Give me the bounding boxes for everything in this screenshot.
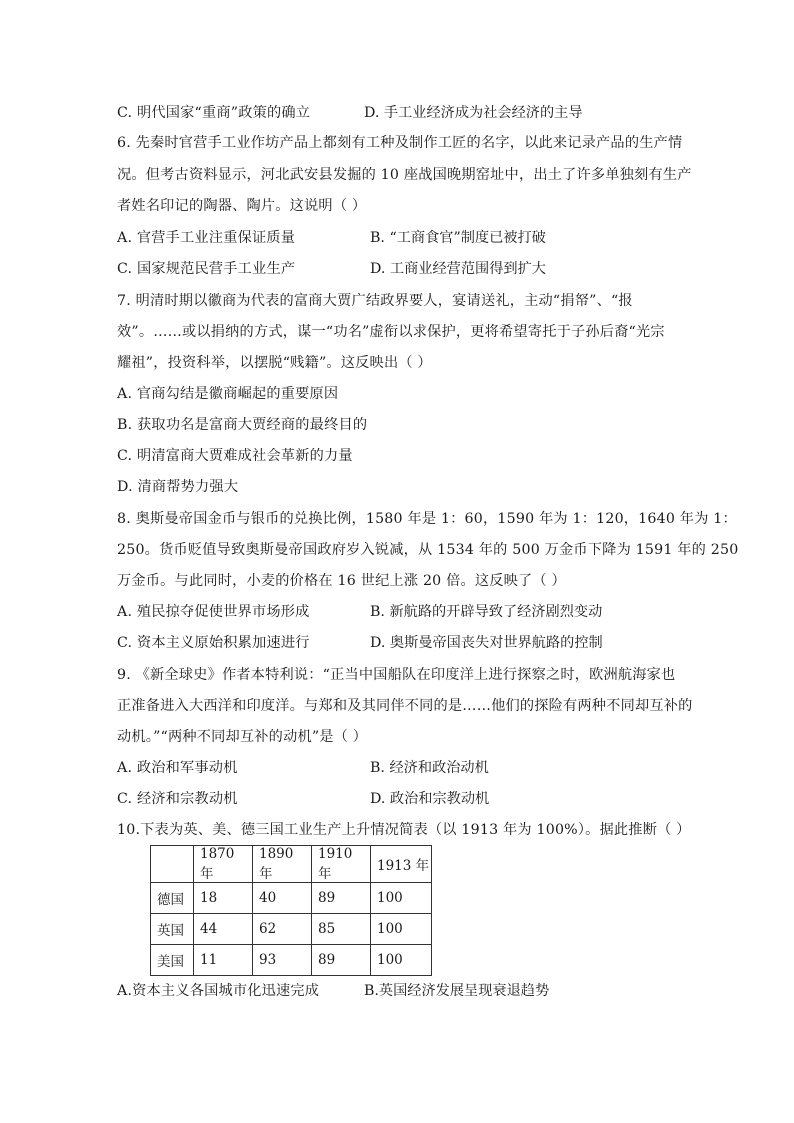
table-cell: 62 xyxy=(253,914,312,945)
q7-option-d: D. 清商帮势力强大 xyxy=(117,479,239,495)
table-cell: 100 xyxy=(371,914,432,945)
table-row xyxy=(151,883,432,914)
q9-option-d: D. 政治和宗教动机 xyxy=(370,791,490,807)
q5-option-c: C. 明代国家“重商”政策的确立 xyxy=(117,105,311,121)
industrial-production-table xyxy=(150,845,432,976)
table-cell: 11 xyxy=(194,945,253,976)
q9-stem-line1: 9. 《新全球史》作者本特利说：“正当中国船队在印度洋上进行探察之时，欧洲航海家也 xyxy=(117,667,676,683)
table-row xyxy=(151,914,432,945)
q7-stem-line2: 效”。……或以捐纳的方式，谋一“功名”虚衔以求保护，更将希望寄托于子孙后裔“光宗 xyxy=(117,324,665,340)
q6-stem-line1: 6. 先秦时官营手工业作坊产品上都刻有工种及制作工匠的名字，以此来记录产品的生产情 xyxy=(117,135,683,151)
q8-option-a: A. 殖民掠夺促使世界市场形成 xyxy=(117,604,310,620)
table-header-cell: 1890 年 xyxy=(253,846,312,883)
q6-option-b: B. “工商食官”制度已被打破 xyxy=(370,230,546,246)
q7-option-c: C. 明清富商大贾难成社会革新的力量 xyxy=(117,448,353,464)
table-cell: 英国 xyxy=(151,914,194,945)
q10-option-b: B.英国经济发展呈现衰退趋势 xyxy=(364,983,550,999)
q6-option-c: C. 国家规范民营手工业生产 xyxy=(117,261,296,277)
table-header-cell xyxy=(151,846,194,883)
q8-stem-line2: 250。货币贬值导致奥斯曼帝国政府岁入锐减，从 1534 年的 500 万金币下降为 1591 年的 250 xyxy=(117,542,739,558)
q8-option-d: D. 奥斯曼帝国丧失对世界航路的控制 xyxy=(370,635,603,651)
q8-option-b: B. 新航路的开辟导致了经济剧烈变动 xyxy=(370,604,603,620)
table-cell: 40 xyxy=(253,883,312,914)
table-cell: 85 xyxy=(312,914,371,945)
q8-option-c: C. 资本主义原始积累加速进行 xyxy=(117,635,310,651)
table-cell: 44 xyxy=(194,914,253,945)
q6-stem-line3: 者姓名印记的陶器、陶片。这说明（ ） xyxy=(117,198,367,214)
q6-option-a: A. 官营手工业注重保证质量 xyxy=(117,230,296,246)
q8-stem-line1: 8. 奥斯曼帝国金币与银币的兑换比例，1580 年是 1：60，1590 年为 1：120，1640 年为 1： xyxy=(117,511,737,527)
q9-stem-line2: 正准备进入大西洋和印度洋。与郑和及其同伴不同的是……他们的探险有两种不同却互补的 xyxy=(117,698,693,714)
table-cell: 89 xyxy=(312,945,371,976)
q10-stem-line1: 10.下表为英、美、德三国工业生产上升情况简表（以 1913 年为 100%）。据此推断（ ） xyxy=(117,822,691,838)
q9-option-a: A. 政治和军事动机 xyxy=(117,760,238,776)
table-cell: 93 xyxy=(253,945,312,976)
table-cell: 89 xyxy=(312,883,371,914)
q9-option-c: C. 经济和宗教动机 xyxy=(117,791,238,807)
q6-stem-line2: 况。但考古资料显示，河北武安县发掘的 10 座战国晚期窑址中，出土了许多单独刻有生产 xyxy=(117,167,692,183)
table-header-cell: 1913 年 xyxy=(371,846,432,883)
q7-option-a: A. 官商勾结是徽商崛起的重要原因 xyxy=(117,386,339,402)
q9-option-b: B. 经济和政治动机 xyxy=(370,760,489,776)
q7-stem-line1: 7. 明清时期以徽商为代表的富商大贾广结政界要人，宴请送礼，主动“捐帑”、“报 xyxy=(117,293,633,309)
q7-stem-line3: 耀祖”，投资科举，以摆脱“贱籍”。这反映出（ ） xyxy=(117,355,432,371)
q9-stem-line3: 动机。”“两种不同却互补的动机”是（ ） xyxy=(117,729,368,745)
q10-option-a: A.资本主义各国城市化迅速完成 xyxy=(117,983,320,999)
q7-option-b: B. 获取功名是富商大贾经商的最终目的 xyxy=(117,417,368,433)
table-cell: 德国 xyxy=(151,883,194,914)
table-header-cell: 1870 年 xyxy=(194,846,253,883)
table-cell: 18 xyxy=(194,883,253,914)
table-cell: 100 xyxy=(371,945,432,976)
table-header-cell: 1910 年 xyxy=(312,846,371,883)
q5-option-d: D. 手工业经济成为社会经济的主导 xyxy=(364,105,583,121)
q6-option-d: D. 工商业经营范围得到扩大 xyxy=(370,261,546,277)
table-cell: 100 xyxy=(371,883,432,914)
q8-stem-line3: 万金币。与此同时，小麦的价格在 16 世纪上涨 20 倍。这反映了（ ） xyxy=(117,573,566,589)
table-row xyxy=(151,945,432,976)
table-cell: 美国 xyxy=(151,945,194,976)
table-header-row xyxy=(151,846,432,883)
